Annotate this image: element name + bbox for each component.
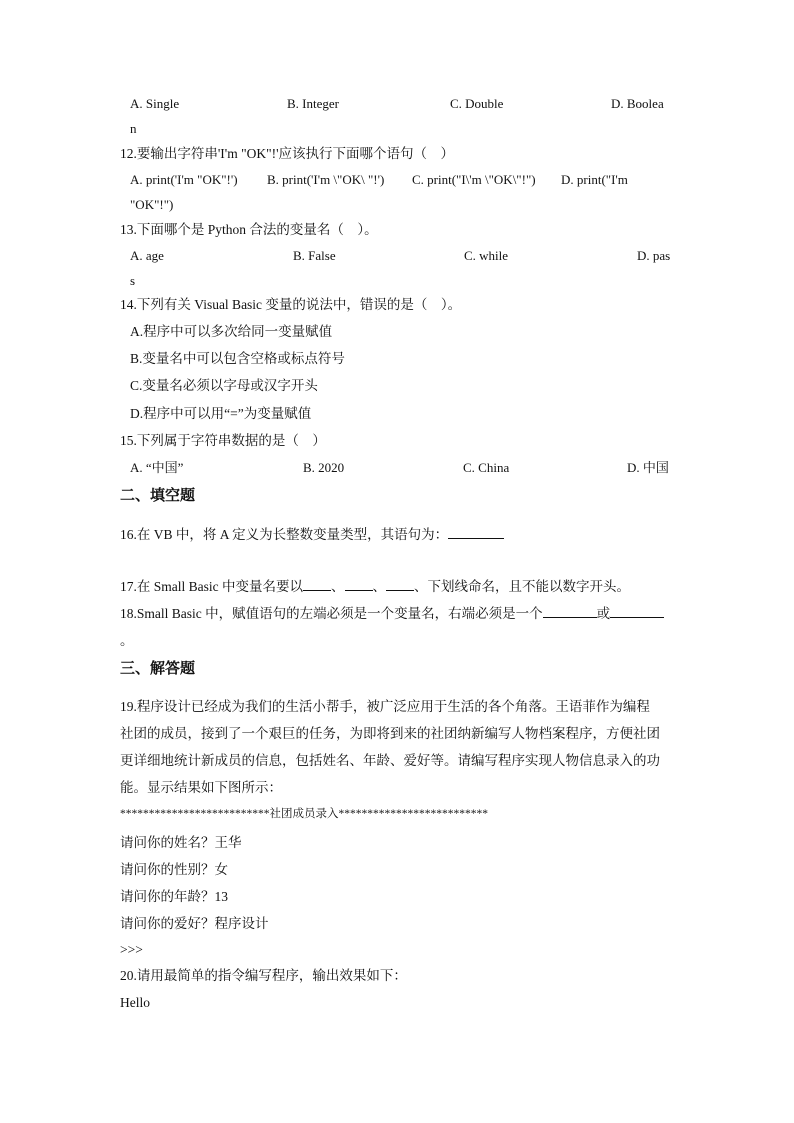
q14-option-a: A.程序中可以多次给同一变量赋值 <box>130 324 333 339</box>
q17-text-start: 17.在 Small Basic 中变量名要以 <box>120 579 303 594</box>
q19-output-line-4: 请问你的爱好？程序设计 <box>120 916 269 931</box>
q15-stem: 15.下列属于字符串数据的是（ ） <box>120 433 326 448</box>
q19-output-title: **************************社团成员录入************************** <box>120 808 488 820</box>
q19-line-3: 更详细地统计新成员的信息，包括姓名、年龄、爱好等。请编写程序实现人物信息录入的功 <box>120 753 660 768</box>
q13-option-b: B. False <box>293 248 336 263</box>
q17-sep-1: 、 <box>331 579 345 594</box>
q15-option-a: A. “中国” <box>130 460 184 475</box>
q20-output: Hello <box>120 995 150 1010</box>
q18-blank-1 <box>543 605 597 618</box>
q18-end-period: 。 <box>120 633 134 648</box>
q11-option-d: D. Boolea <box>611 96 664 111</box>
question-16 <box>120 526 504 544</box>
q19-output-line-1: 请问你的姓名？王华 <box>120 835 242 850</box>
q13-stem: 13.下面哪个是 Python 合法的变量名（ ）。 <box>120 222 378 237</box>
q17-sep-2: 、 <box>372 579 386 594</box>
q19-output-prompt: >>> <box>120 942 143 957</box>
q11-option-d-wrap: n <box>130 121 137 136</box>
q14-stem: 14.下列有关 Visual Basic 变量的说法中，错误的是（ ）。 <box>120 297 462 312</box>
q19-line-2: 社团的成员，接到了一个艰巨的任务，为即将到来的社团纳新编写人物档案程序，方便社团 <box>120 726 660 741</box>
q14-option-b: B.变量名中可以包含空格或标点符号 <box>130 351 345 366</box>
q18-text: 18.Small Basic 中，赋值语句的左端必须是一个变量名，右端必须是一个 <box>120 606 543 621</box>
q18-blank-2 <box>610 605 664 618</box>
q19-output-line-3: 请问你的年龄？13 <box>120 889 228 904</box>
q13-option-d-wrap: s <box>130 273 136 288</box>
q15-option-c: C. China <box>463 460 510 475</box>
section-2-heading: 二、填空题 <box>120 486 196 504</box>
q17-blank-3 <box>386 578 414 591</box>
q17-blank-2 <box>345 578 373 591</box>
q19-line-4: 能。显示结果如下图所示： <box>120 780 282 795</box>
q11-option-c: C. Double <box>450 96 504 111</box>
q20-stem: 20.请用最简单的指令编写程序，输出效果如下： <box>120 968 407 983</box>
q14-option-c: C.变量名必须以字母或汉字开头 <box>130 378 318 393</box>
q16-text: 16.在 VB 中，将 A 定义为长整数变量类型，其语句为： <box>120 527 449 542</box>
q11-option-b: B. Integer <box>287 96 339 111</box>
q15-option-b: B. 2020 <box>303 460 345 475</box>
q19-line-1: 19.程序设计已经成为我们的生活小帮手，被广泛应用于生活的各个角落。王语菲作为编程 <box>120 699 650 714</box>
q12-option-d-wrap: "OK"!") <box>130 197 174 212</box>
q12-option-a: A. print('I'm "OK"!') <box>130 172 238 187</box>
q12-stem: 12.要输出字符串'I'm "OK"!'应该执行下面哪个语句（ ） <box>120 146 455 161</box>
question-17 <box>120 578 630 596</box>
q12-option-c: C. print("I\'m \"OK\"!") <box>412 172 536 187</box>
question-18 <box>120 605 664 623</box>
q15-option-d: D. 中国 <box>627 460 669 475</box>
q17-text-end: 、下划线命名，且不能以数字开头。 <box>414 579 630 594</box>
q12-option-b: B. print('I'm \"OK\ "!') <box>267 172 385 187</box>
q13-option-a: A. age <box>130 248 164 263</box>
q14-option-d: D.程序中可以用“=”为变量赋值 <box>130 406 312 421</box>
q17-blank-1 <box>303 578 331 591</box>
q18-or: 或 <box>596 606 611 621</box>
q16-answer-blank <box>448 526 504 539</box>
q11-option-a: A. Single <box>130 96 180 111</box>
q12-option-d: D. print("I'm <box>561 172 628 187</box>
section-3-heading: 三、解答题 <box>120 659 196 677</box>
q19-output-line-2: 请问你的性别？女 <box>120 862 228 877</box>
q13-option-d: D. pas <box>637 248 671 263</box>
q13-option-c: C. while <box>464 248 509 263</box>
